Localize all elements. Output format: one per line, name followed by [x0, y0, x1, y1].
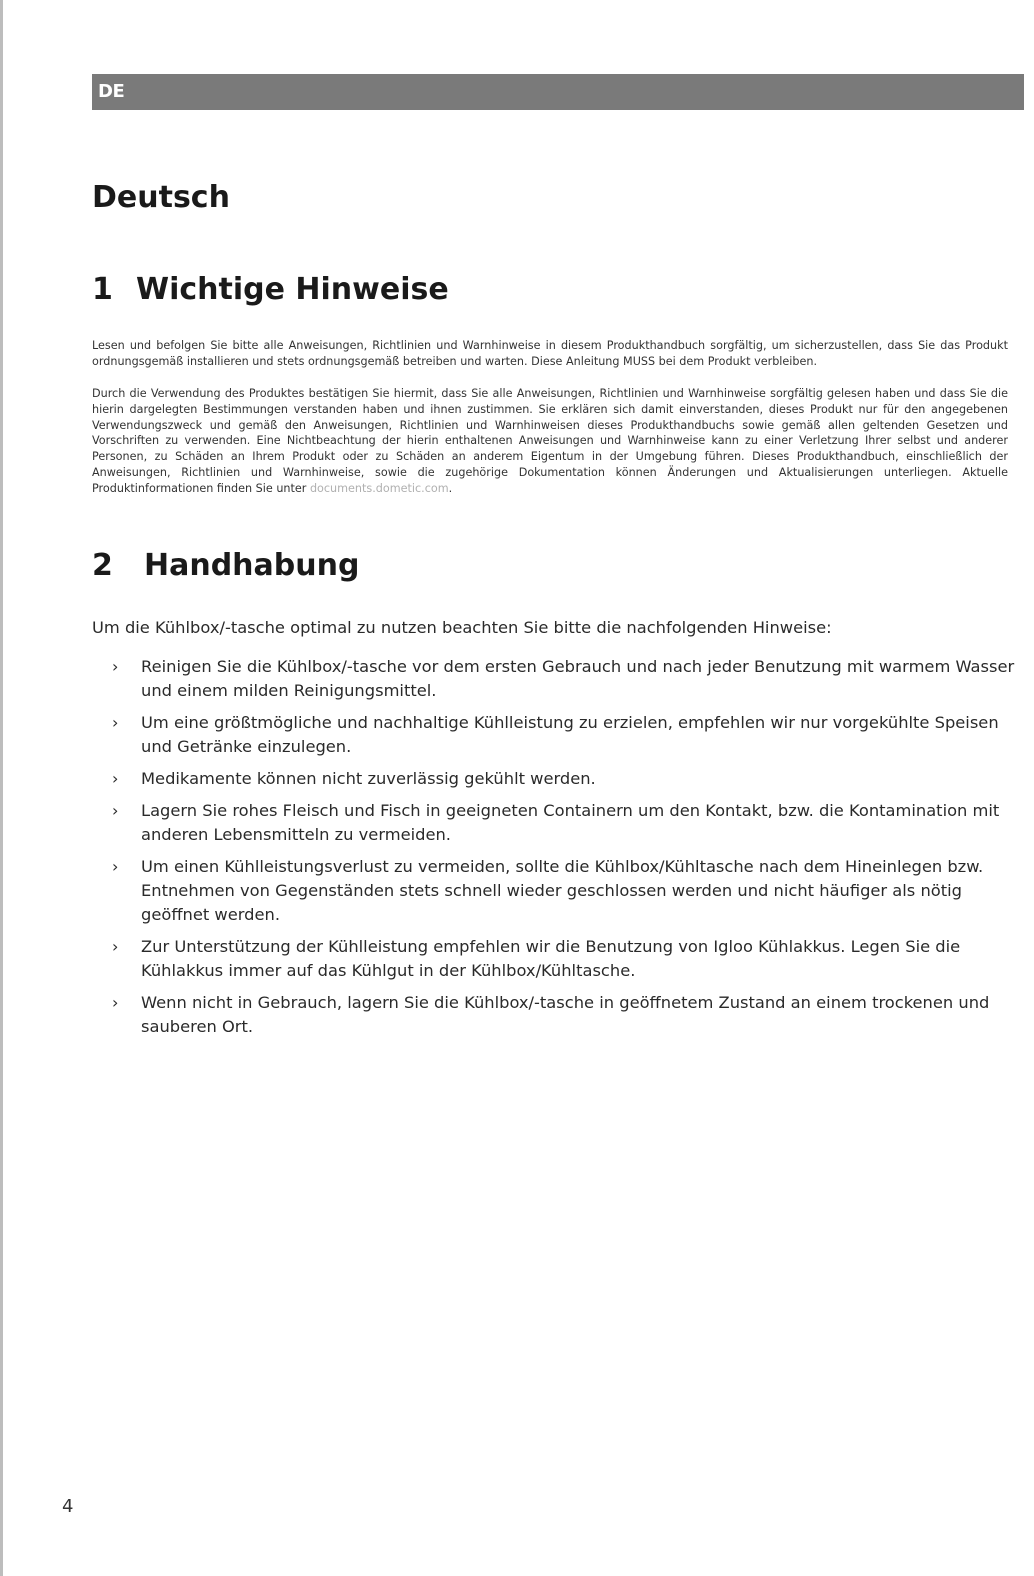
list-item-text: Lagern Sie rohes Fleisch und Fisch in geeigneten Containern um den Kontakt, bzw. die Kontamination mit anderen Lebensmitteln zu vermeiden.	[141, 801, 1000, 844]
language-code: DE	[98, 81, 125, 102]
section-title: Wichtige Hinweise	[136, 272, 449, 307]
list-item	[92, 799, 1027, 847]
handling-intro: Um die Kühlbox/-tasche optimal zu nutzen beachten Sie bitte die nachfolgenden Hinweise:	[92, 618, 832, 637]
chevron-right-icon: ›	[112, 769, 119, 788]
list-item	[92, 935, 1027, 983]
list-item	[92, 767, 1027, 791]
page-title: Deutsch	[92, 180, 230, 215]
list-item	[92, 711, 1027, 759]
list-item-text: Um einen Kühlleistungsverlust zu vermeiden, sollte die Kühlbox/Kühltasche nach dem Hineinlegen bzw. Entnehmen von Gegenständen stets schnell wieder geschlossen werden und nicht häufiger als nötig geöffnet werden.	[141, 857, 984, 924]
notice-paragraph-2-text: Durch die Verwendung des Produktes bestätigen Sie hiermit, dass Sie alle Anweisungen, Richtlinien und Warnhinweise sorgfältig gelesen haben und dass Sie die hierin dargelegten Bestimmungen verstanden haben und ihnen zustimmen. Sie erklären sich damit einverstanden, dieses Produkt nur für den angegebenen Verwendungszweck und gemäß den Anweisungen, Richtlinien und Warnhinweisen dieses Produkthandbuchs sowie gemäß allen geltenden Gesetzen und Vorschriften zu verwenden. Eine Nichtbeachtung der hierin enthaltenen Anweisungen und Warnhinweise kann zu einer Verletzung Ihrer selbst und anderer Personen, zu Schäden an Ihrem Produkt oder zu Schäden an anderem Eigentum in der Umgebung führen. Dieses Produkthandbuch, einschließlich der Anweisungen, Richtlinien und Warnhinweise, sowie die zugehörige Dokumentation können Änderungen und Aktualisierungen unterliegen. Aktuelle Produktinformationen finden Sie unter	[92, 387, 1008, 495]
chevron-right-icon: ›	[112, 801, 119, 820]
language-header-bar	[92, 74, 1024, 110]
section-heading-handling	[92, 548, 359, 583]
documents-link[interactable]: documents.dometic.com	[309, 481, 449, 495]
chevron-right-icon: ›	[112, 857, 119, 876]
section-number: 1	[92, 272, 113, 307]
section-heading-important-notes	[92, 272, 449, 307]
chevron-right-icon: ›	[112, 937, 119, 956]
chevron-right-icon: ›	[112, 657, 119, 676]
list-item-text: Wenn nicht in Gebrauch, lagern Sie die Kühlbox/-tasche in geöffnetem Zustand an einem trockenen und sauberen Ort.	[141, 993, 990, 1036]
list-item-text: Reinigen Sie die Kühlbox/-tasche vor dem ersten Gebrauch und nach jeder Benutzung mit warmem Wasser und einem milden Reinigungsmittel.	[141, 657, 1015, 700]
list-item	[92, 855, 1027, 927]
chevron-right-icon: ›	[112, 993, 119, 1012]
page-number: 4	[62, 1496, 74, 1517]
section-number: 2	[92, 548, 113, 583]
handling-list	[92, 655, 1027, 1047]
chevron-right-icon: ›	[112, 713, 119, 732]
list-item	[92, 655, 1027, 703]
list-item-text: Zur Unterstützung der Kühlleistung empfehlen wir die Benutzung von Igloo Kühlakkus. Legen Sie die Kühlakkus immer auf das Kühlgut in der Kühlbox/Kühltasche.	[141, 937, 961, 980]
notice-paragraph-1: Lesen und befolgen Sie bitte alle Anweisungen, Richtlinien und Warnhinweise in diesem Produkthandbuch sorgfältig, um sicherzustellen, dass Sie das Produkt ordnungsgemäß installieren und stets ordnungsgemäß betreiben und warten. Diese Anleitung MUSS bei dem Produkt verbleiben.	[92, 339, 1008, 368]
list-item	[92, 991, 1027, 1039]
page-edge-rule	[0, 0, 3, 1576]
list-item-text: Medikamente können nicht zuverlässig gekühlt werden.	[141, 769, 596, 788]
notice-paragraph-2	[92, 386, 1008, 497]
section-title: Handhabung	[144, 548, 360, 583]
list-item-text: Um eine größtmögliche und nachhaltige Kühlleistung zu erzielen, empfehlen wir nur vorgekühlte Speisen und Getränke einzulegen.	[141, 713, 999, 756]
notice-paragraph-2-end: .	[448, 481, 453, 495]
